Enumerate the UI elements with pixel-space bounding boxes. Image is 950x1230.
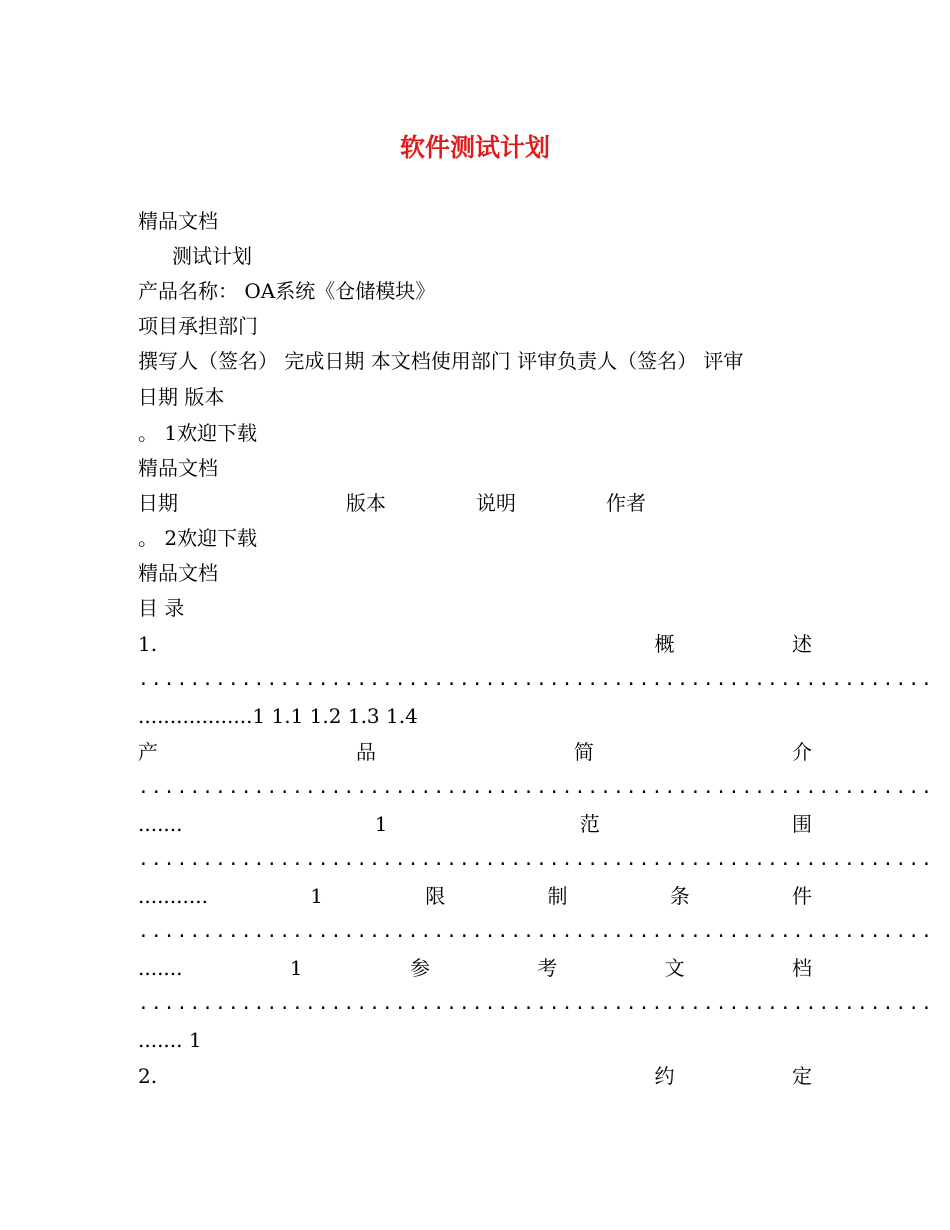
toc-cell: 1: [289, 956, 303, 980]
text-line: 项目承担部门: [138, 314, 258, 338]
toc-cell: 定: [792, 1064, 812, 1088]
toc-cell: 制: [547, 884, 568, 908]
toc-cell: 产: [138, 740, 158, 764]
toc-cell: 述: [792, 632, 812, 656]
toc-row: [138, 811, 812, 837]
toc-leader-dots: ..............................................................: [138, 777, 934, 798]
toc-cell: 介: [792, 740, 812, 764]
toc-cell: 考: [537, 956, 558, 980]
toc-leader-dots: ..............................................................: [138, 849, 934, 870]
text-line: 产品名称： OA系统《仓储模块》: [138, 279, 436, 303]
toc-row: ....... 1: [138, 1028, 202, 1052]
toc-cell: 条: [669, 884, 690, 908]
toc-row: [138, 631, 812, 657]
toc-cell: ...........: [138, 884, 208, 908]
toc-cell: 2.: [138, 1064, 158, 1088]
toc-leader-dots: ..............................................................: [138, 993, 934, 1014]
toc-leader-dots: ..............................................................: [138, 921, 934, 942]
toc-cell: 参: [409, 956, 430, 980]
toc-cell: 件: [792, 884, 812, 908]
toc-heading: 目 录: [138, 596, 185, 620]
toc-cell: 范: [579, 812, 600, 836]
history-col-date: 日期: [138, 491, 178, 515]
text-line: 。 1欢迎下载: [138, 421, 258, 445]
toc-cell: 1: [310, 884, 323, 908]
toc-cell: 限: [425, 884, 446, 908]
text-line: 。 2欢迎下载: [138, 526, 258, 550]
toc-cell: .......: [138, 812, 183, 836]
toc-cell: 1: [374, 812, 388, 836]
text-line: 精品文档: [138, 209, 218, 233]
history-col-version: 版本: [346, 491, 386, 515]
toc-cell: 1.: [138, 632, 158, 656]
toc-cell: 概: [654, 632, 675, 656]
document-title: 软件测试计划: [399, 133, 550, 162]
toc-cell: 围: [792, 812, 812, 836]
history-col-desc: 说明: [476, 491, 516, 515]
toc-cell: 约: [654, 1064, 675, 1088]
toc-leader-dots: ..............................................................: [138, 669, 934, 690]
text-line: 精品文档: [138, 456, 218, 480]
history-col-author: 作者: [606, 491, 646, 515]
toc-row: [138, 955, 812, 981]
toc-row: [138, 883, 812, 909]
toc-cell: 简: [574, 740, 594, 764]
toc-cell: 档: [791, 956, 812, 980]
toc-cell: .......: [138, 956, 183, 980]
text-line: 精品文档: [138, 561, 218, 585]
text-line: 测试计划: [172, 244, 252, 268]
toc-row: [138, 739, 812, 765]
toc-row: [138, 1063, 812, 1089]
toc-cell: 文: [664, 956, 685, 980]
text-line: 撰写人（签名） 完成日期 本文档使用部门 评审负责人（签名） 评审: [138, 349, 744, 373]
history-header-row: [138, 490, 812, 516]
text-line: 日期 版本: [138, 385, 225, 409]
toc-cell: 品: [356, 740, 376, 764]
toc-row: ..................1 1.1 1.2 1.3 1.4: [138, 704, 418, 728]
